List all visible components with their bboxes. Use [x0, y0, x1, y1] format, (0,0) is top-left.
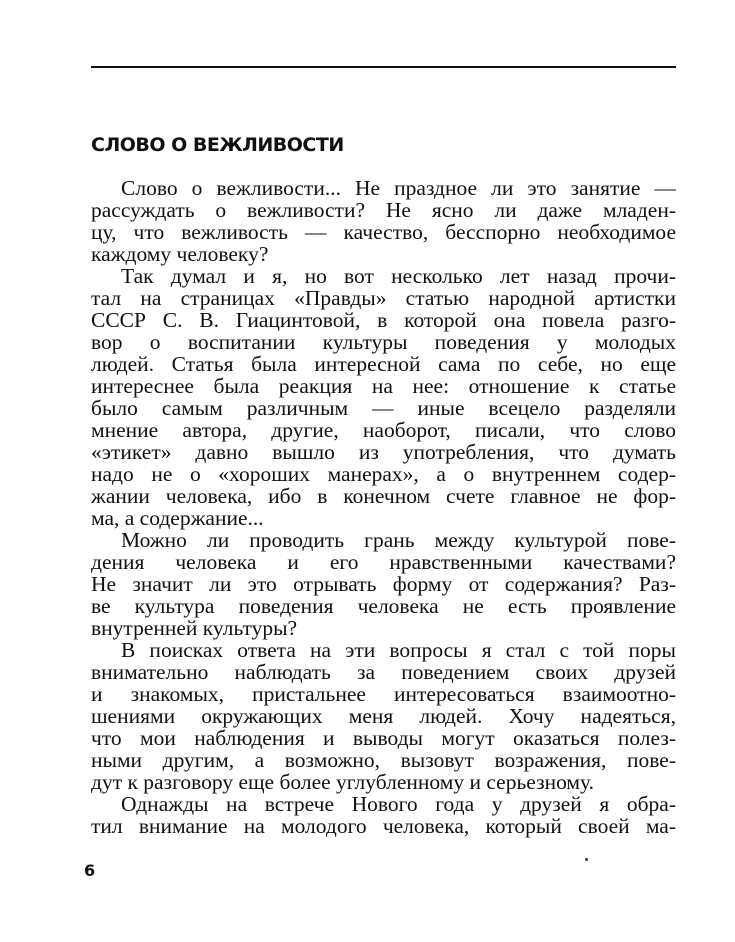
text-line: цу, что вежливость — качество, бесспорно необходимое — [91, 220, 676, 244]
text-line: внутренней культуры? — [91, 616, 298, 640]
text-line: и знакомых, пристальнее интересоваться взаимоотно- — [91, 682, 676, 706]
text-line: шениями окружающих меня людей. Хочу надеяться, — [91, 704, 676, 728]
text-line: дения человека и его нравственными качествами? — [91, 550, 676, 574]
text-line: дут к разговору еще более углубленному и серьезному. — [91, 770, 594, 794]
text-line: надо не о «хороших манерах», а о внутреннем содер- — [91, 462, 676, 486]
text-line: рассуждать о вежливости? Не ясно ли даже младен- — [91, 198, 676, 222]
text-line: людей. Статья была интересной сама по себе, но еще — [91, 352, 676, 376]
text-line: вор о воспитании культуры поведения у молодых — [91, 330, 676, 354]
text-line: было самым различным — иные всецело разделяли — [91, 396, 676, 420]
text-line: мнение автора, другие, наоборот, писали, что слово — [91, 418, 676, 442]
text-line: каждому человеку? — [91, 242, 269, 266]
text-line: ве культура поведения человека не есть проявление — [91, 594, 676, 618]
text-line: В поисках ответа на эти вопросы я стал с той поры — [121, 638, 676, 662]
text-line: тил внимание на молодого человека, который своей ма- — [91, 814, 676, 838]
text-line: Так думал и я, но вот несколько лет назад прочи- — [121, 264, 676, 288]
page-number: 6 — [84, 861, 96, 880]
text-line: ными другим, а возможно, вызовут возражения, пове- — [91, 748, 676, 772]
text-line: «этикет» давно вышло из употребления, что думать — [91, 440, 676, 464]
text-line: СССР С. В. Гиацинтовой, в которой она повела разго- — [91, 308, 676, 332]
chapter-body — [91, 177, 676, 837]
text-line: внимательно наблюдать за поведением своих друзей — [91, 660, 676, 684]
text-line: что мои наблюдения и выводы могут оказаться полез- — [91, 726, 676, 750]
text-line: Не значит ли это отрывать форму от содержания? Раз- — [91, 572, 676, 596]
top-rule — [91, 66, 676, 68]
chapter-heading: СЛОВО О ВЕЖЛИВОСТИ — [91, 134, 344, 156]
text-line: жании человека, ибо в конечном счете главное не фор- — [91, 484, 676, 508]
text-line: ма, а содержание... — [91, 506, 264, 530]
print-speck — [585, 858, 588, 861]
text-line: Слово о вежливости... Не праздное ли это занятие — — [121, 176, 676, 200]
text-line: Можно ли проводить грань между культурой пове- — [121, 528, 676, 552]
text-line: тал на страницах «Правды» статью народной артистки — [91, 286, 676, 310]
text-line: Однажды на встрече Нового года у друзей я обра- — [121, 792, 676, 816]
text-line: интереснее была реакция на нее: отношение к статье — [91, 374, 676, 398]
